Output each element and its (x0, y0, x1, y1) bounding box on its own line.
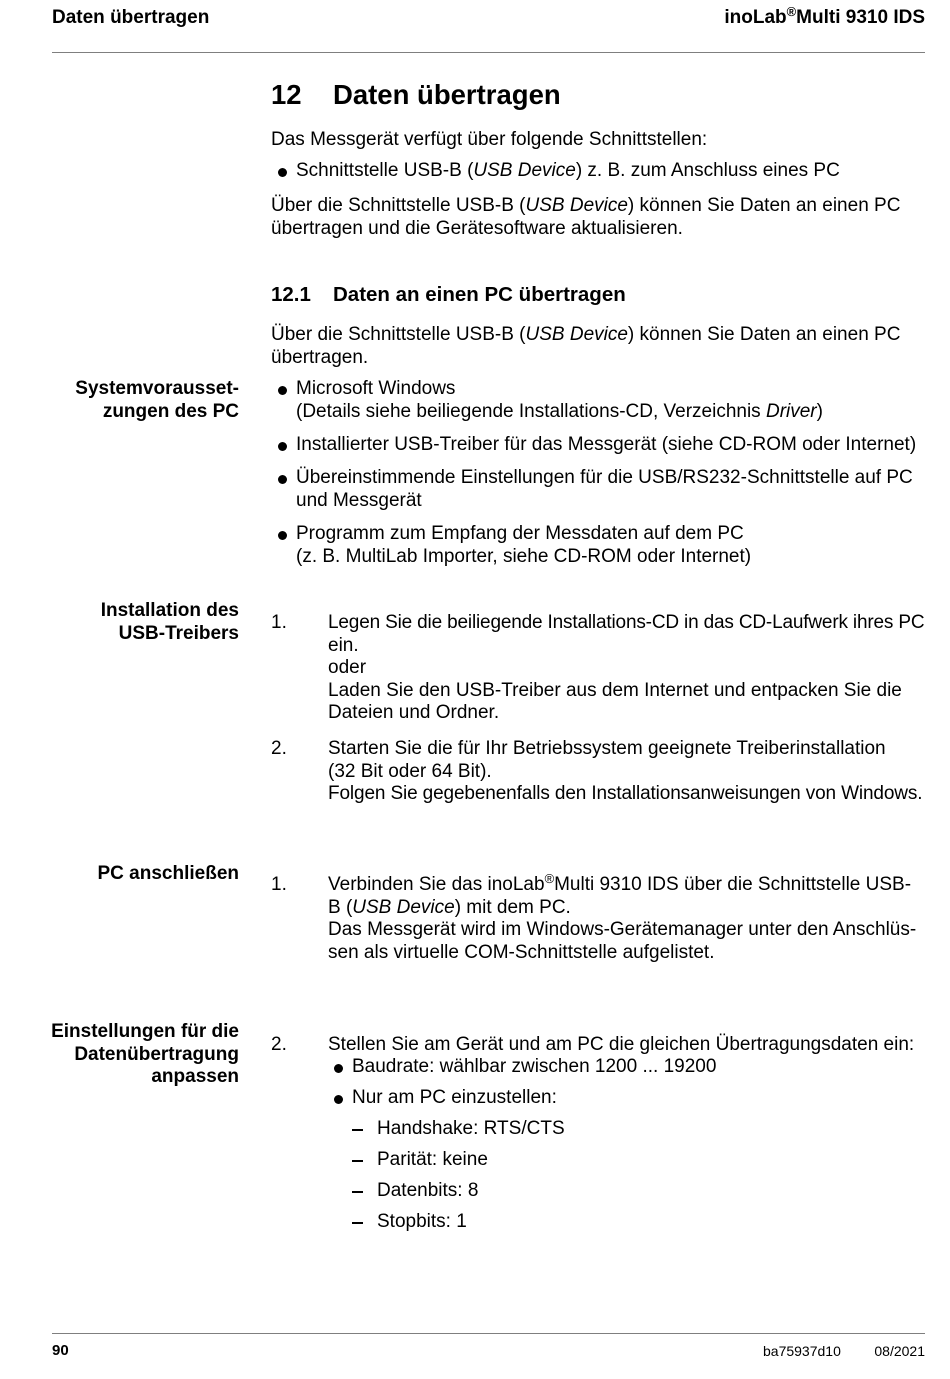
text-run: B ( (328, 896, 353, 918)
margin-label-line: Datenübertragung (74, 1043, 239, 1065)
chapter-heading (271, 79, 891, 111)
italic-term: Driver (765, 400, 817, 422)
list-item-text (377, 1211, 467, 1234)
bullet-icon (278, 386, 287, 395)
margin-label-line: zungen des PC (102, 400, 239, 422)
list-item-line: Datenbits: 8 (377, 1180, 479, 1201)
text-run: Verbinden Sie das inoLab (328, 874, 545, 895)
product-name: inoLab (724, 7, 787, 28)
setting-databits (352, 1180, 478, 1203)
margin-label-line: USB-Treibers (118, 622, 239, 644)
paragraph-line: übertragen und die Gerätesoftware aktualisieren. (271, 217, 683, 239)
paragraph-line (271, 324, 900, 347)
page-number: 90 (52, 1342, 69, 1359)
install-step-1 (271, 612, 924, 725)
step-line: Legen Sie die beiliegende Installations-CD in das CD-Laufwerk ihres PC (328, 612, 925, 633)
step-number: 2. (271, 738, 287, 759)
running-header-title: Daten übertragen (52, 7, 210, 28)
paragraph-line (271, 195, 900, 218)
step-text (328, 1034, 914, 1057)
list-item-line (296, 160, 840, 183)
step-line: sen als virtuelle COM-Schnittstelle aufgelistet. (328, 941, 715, 963)
list-item-line: Nur am PC einzustellen: (352, 1087, 557, 1108)
step-line: Starten Sie die für Ihr Betriebssystem geeignete Treiberinstallation (328, 738, 886, 759)
footer-rule (52, 1333, 925, 1334)
list-item-text (377, 1149, 488, 1172)
step-line (328, 897, 916, 920)
text-run: ) (816, 400, 823, 422)
connect-step-1 (271, 870, 917, 964)
text-run: ) mit dem PC. (454, 896, 571, 918)
italic-term: USB Device (473, 160, 576, 181)
list-item-line: Übereinstimmende Einstellungen für die USB/RS232-Schnittstelle auf PC (296, 467, 913, 488)
interface-list-item (271, 160, 840, 183)
document-date: 08/2021 (874, 1343, 925, 1359)
list-item-line: und Messgerät (296, 489, 422, 511)
list-item-line: (z. B. MultiLab Importer, siehe CD-ROM oder Internet) (296, 545, 752, 567)
dash-bullet-icon (352, 1129, 363, 1131)
dash-bullet-icon (352, 1160, 363, 1162)
step-text (328, 870, 917, 964)
section-paragraph (271, 324, 900, 369)
text-run: Schnittstelle USB-B ( (296, 160, 474, 181)
bullet-icon (278, 475, 287, 484)
margin-label-line: Systemvorausset- (75, 378, 239, 399)
margin-label-connect-pc (20, 863, 239, 886)
text-run: (Details siehe beiliegende Installations-CD, Verzeichnis (296, 400, 766, 422)
list-item-line: Microsoft Windows (296, 378, 456, 399)
document-id: ba75937d10 (763, 1343, 841, 1359)
bullet-icon (334, 1095, 343, 1104)
step-line: oder (328, 657, 367, 679)
step-text (328, 738, 922, 806)
bullet-icon (334, 1064, 343, 1073)
step-line: Das Messgerät wird im Windows-Gerätemanager unter den Anschlüs- (328, 919, 917, 941)
margin-label-system-requirements (20, 378, 239, 423)
margin-label-transfer-settings (20, 1021, 239, 1089)
paragraph-line: übertragen. (271, 346, 369, 368)
section-heading (271, 283, 891, 307)
list-item-line: Handshake: RTS/CTS (377, 1118, 565, 1139)
registered-mark: ® (786, 3, 797, 19)
step-line (328, 870, 916, 897)
requirement-usb-driver (271, 434, 916, 457)
text-run: Über die Schnittstelle USB-B ( (271, 195, 526, 216)
step-number: 1. (271, 612, 287, 633)
step-line: Dateien und Ordner. (328, 702, 500, 724)
list-item-line: Installierter USB-Treiber für das Messgerät (siehe CD-ROM oder Internet) (296, 434, 917, 455)
install-step-2 (271, 738, 922, 806)
product-model: Multi 9310 IDS (796, 7, 925, 28)
margin-label-line: Installation des (100, 600, 239, 621)
list-item-line: Baudrate: wählbar zwischen 1200 ... 19200 (352, 1056, 717, 1077)
setting-handshake (352, 1118, 565, 1141)
list-item-text (352, 1056, 716, 1079)
list-item-line: Programm zum Empfang der Messdaten auf dem PC (296, 523, 744, 544)
step-line: ein. (328, 634, 359, 656)
step-number: 1. (271, 874, 287, 895)
list-item-text (296, 378, 823, 423)
setting-parity (352, 1149, 488, 1172)
step-line: (32 Bit oder 64 Bit). (328, 760, 492, 782)
intro-text: Das Messgerät verfügt über folgende Schnittstellen: (271, 129, 708, 150)
dash-bullet-icon (352, 1222, 363, 1224)
chapter-number: 12 (271, 79, 302, 110)
list-item-text (296, 523, 751, 568)
list-item-line: Stopbits: 1 (377, 1211, 467, 1232)
text-run: ) können Sie Daten an einen PC (627, 195, 901, 216)
registered-mark: ® (544, 870, 555, 886)
running-header-product (724, 3, 925, 29)
italic-term: USB Device (352, 896, 455, 918)
italic-term: USB Device (525, 324, 628, 345)
dash-bullet-icon (352, 1191, 363, 1193)
intro-paragraph (271, 195, 900, 240)
text-run: Über die Schnittstelle USB-B ( (271, 324, 526, 345)
step-text (328, 612, 924, 725)
setting-baudrate (328, 1056, 716, 1079)
section-number: 12.1 (271, 283, 311, 306)
step-line: Stellen Sie am Gerät und am PC die gleichen Übertragungsdaten ein: (328, 1034, 915, 1055)
list-item-text (296, 434, 916, 457)
italic-term: USB Device (525, 195, 628, 216)
list-item-text (352, 1087, 557, 1110)
text-run: Multi 9310 IDS über die Schnittstelle USB- (554, 874, 912, 895)
section-title: Daten an einen PC übertragen (333, 283, 626, 306)
margin-label-driver-installation (20, 600, 239, 645)
bullet-icon (278, 531, 287, 540)
list-item-text (377, 1180, 478, 1203)
margin-label-line: Einstellungen für die (51, 1021, 239, 1042)
step-number: 2. (271, 1034, 287, 1055)
setting-pc-only (328, 1087, 557, 1110)
list-item-text (296, 467, 913, 512)
requirement-receiver-program (271, 523, 751, 568)
bullet-icon (278, 442, 287, 451)
list-item-text (377, 1118, 565, 1141)
setting-stopbits (352, 1211, 467, 1234)
list-item-text (296, 160, 840, 183)
text-run: ) z. B. zum Anschluss eines PC (575, 160, 840, 181)
settings-step-2 (271, 1034, 914, 1057)
list-item-line: Parität: keine (377, 1149, 488, 1170)
requirement-matching-settings (271, 467, 913, 512)
bullet-icon (278, 168, 287, 177)
step-line: Folgen Sie gegebenenfalls den Installationsanweisungen von Windows. (328, 783, 923, 805)
list-item-line (296, 401, 823, 424)
margin-label-line: anpassen (151, 1066, 239, 1088)
text-run: ) können Sie Daten an einen PC (627, 324, 901, 345)
margin-label-line: PC anschließen (97, 863, 239, 884)
step-line: Laden Sie den USB-Treiber aus dem Internet und entpacken Sie die (328, 679, 902, 701)
header-rule (52, 52, 925, 53)
requirement-windows (271, 378, 823, 423)
chapter-title: Daten übertragen (333, 79, 561, 110)
